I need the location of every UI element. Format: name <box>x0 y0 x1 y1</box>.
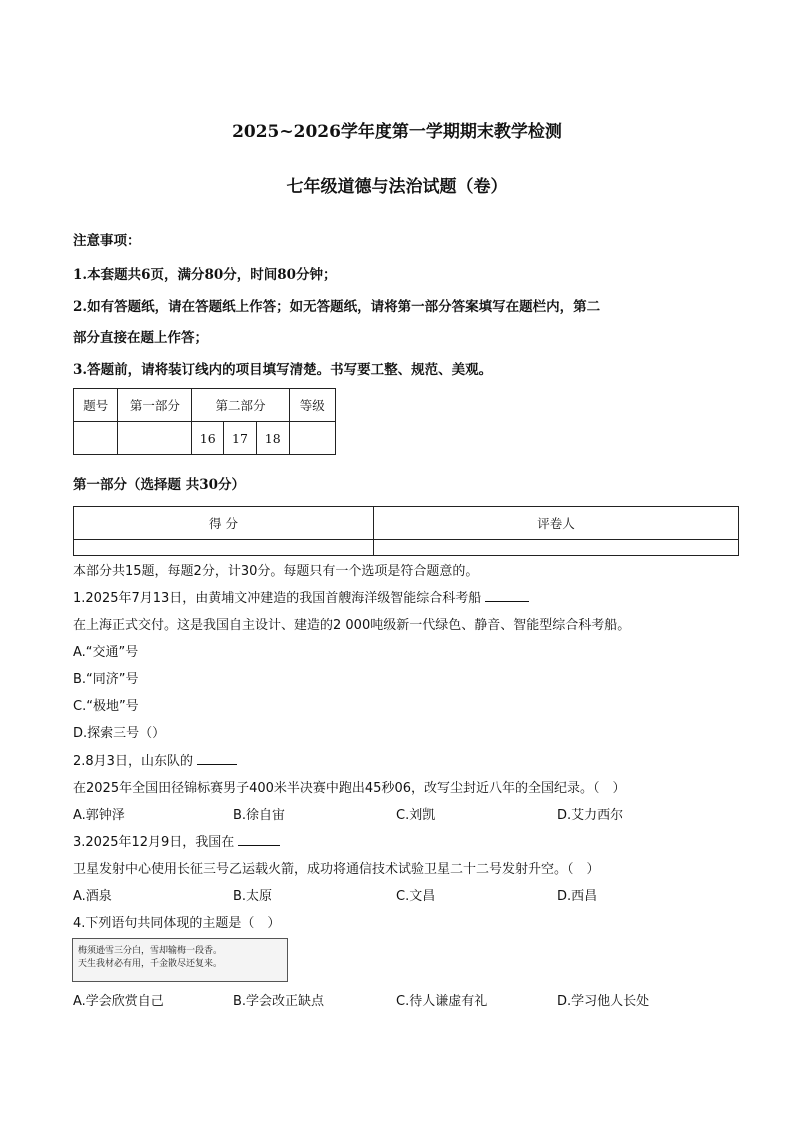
q1-answer-blank <box>485 589 529 602</box>
score-cell-17: 17 <box>224 422 257 455</box>
score-table <box>73 388 336 455</box>
q3-option-b[interactable]: B.太原 <box>233 889 273 904</box>
score-header-part2: 第二部分 <box>192 389 289 422</box>
q2-option-a[interactable]: A.郭钟泽 <box>73 808 125 823</box>
part1-instruction: 本部分共15题，每题2分，计30分。每题只有一个选项是符合题意的。 <box>73 564 479 579</box>
q2-line2: 在2025年全国田径锦标赛男子400米半决赛中跑出45秒06，改写尘封近八年的全国纪录。（ ） <box>73 781 626 796</box>
part1-heading: 第一部分（选择题 共30分） <box>73 477 245 493</box>
score-header-number: 题号 <box>74 389 118 422</box>
q4-poem-line-1: 梅须逊雪三分白，雪却输梅一段香。 <box>78 946 223 956</box>
q2-option-b[interactable]: B.徐自宙 <box>233 808 286 823</box>
notes-heading: 注意事项： <box>73 233 141 249</box>
q1-option-d[interactable]: D.探索三号（） <box>73 726 166 741</box>
q1-option-a[interactable]: A.“交通”号 <box>73 645 139 660</box>
q1-stem <box>73 587 529 606</box>
q1-line2: 在上海正式交付。这是我国自主设计、建造的2 000吨级新一代绿色、静音、智能型综合科考船。 <box>73 618 631 633</box>
score-cell-part1[interactable] <box>118 422 192 455</box>
q2-stem <box>73 750 237 769</box>
q1-line1: 1.2025年7月13日，由黄埔文冲建造的我国首艘海洋级智能综合科考船 <box>73 591 482 606</box>
q3-option-c[interactable]: C.文昌 <box>396 889 436 904</box>
document-subtitle: 七年级道德与法治试题（卷） <box>286 177 508 197</box>
q2-option-c[interactable]: C.刘凯 <box>396 808 436 823</box>
q1-option-c[interactable]: C.“极地”号 <box>73 699 139 714</box>
notes-item-2-line-2: 部分直接在题上作答； <box>73 330 208 346</box>
q4-stem: 4.下列语句共同体现的主题是（ ） <box>73 916 281 931</box>
notes-item-3: 3.答题前，请将装订线内的项目填写清楚。书写要工整、规范、美观。 <box>73 362 493 378</box>
q4-option-c[interactable]: C.待人谦虚有礼 <box>396 994 488 1009</box>
q2-answer-blank <box>197 752 237 765</box>
score-cell-16: 16 <box>192 422 224 455</box>
score-header-grade: 等级 <box>289 389 335 422</box>
q3-line1: 3.2025年12月9日，我国在 <box>73 835 235 850</box>
grade-table <box>73 506 739 556</box>
score-cell-empty[interactable] <box>74 422 118 455</box>
grade-header-score: 得 分 <box>74 507 374 540</box>
notes-item-2-line-1: 2.如有答题纸，请在答题纸上作答；如无答题纸，请将第一部分答案填写在题栏内，第二 <box>73 299 601 315</box>
q3-option-d[interactable]: D.西昌 <box>557 889 598 904</box>
q2-line1: 2.8月3日，山东队的 <box>73 754 193 769</box>
q4-option-d[interactable]: D.学习他人长处 <box>557 994 650 1009</box>
q4-poem-image <box>72 938 288 982</box>
q3-answer-blank <box>238 833 280 846</box>
notes-item-1: 1.本套题共6页，满分80分，时间80分钟； <box>73 267 337 283</box>
grade-cell-grader[interactable] <box>374 540 739 556</box>
grade-cell-score[interactable] <box>74 540 374 556</box>
q4-option-b[interactable]: B.学会改正缺点 <box>233 994 325 1009</box>
q3-line2: 卫星发射中心使用长征三号乙运载火箭，成功将通信技术试验卫星二十二号发射升空。（ ） <box>73 862 600 877</box>
document-title: 2025~2026学年度第一学期期末教学检测 <box>232 122 562 142</box>
score-cell-18: 18 <box>256 422 289 455</box>
q4-poem-line-2: 天生我材必有用，千金散尽还复来。 <box>78 959 223 969</box>
q3-stem <box>73 831 280 850</box>
score-cell-grade[interactable] <box>289 422 335 455</box>
q4-option-a[interactable]: A.学会欣赏自己 <box>73 994 164 1009</box>
grade-header-grader: 评卷人 <box>374 507 739 540</box>
q1-option-b[interactable]: B.“同济”号 <box>73 672 139 687</box>
score-header-part1: 第一部分 <box>118 389 192 422</box>
q2-option-d[interactable]: D.艾力西尔 <box>557 808 624 823</box>
q3-option-a[interactable]: A.酒泉 <box>73 889 112 904</box>
